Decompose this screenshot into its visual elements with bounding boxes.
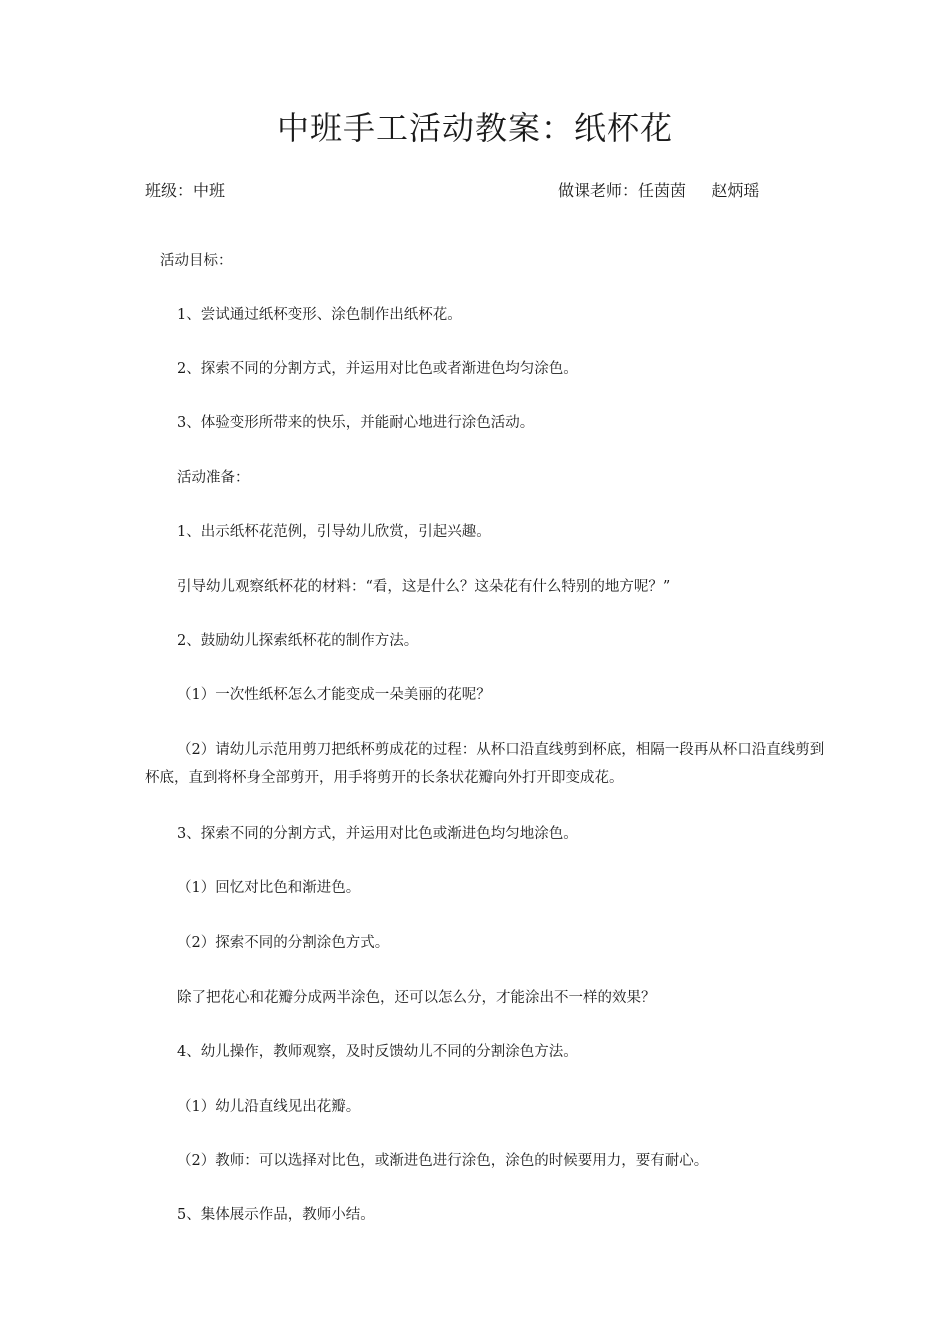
paragraph: 1、尝试通过纸杯变形、涂色制作出纸杯花。 (177, 307, 462, 323)
section-heading-goals: 活动目标： (160, 253, 233, 269)
paragraph: （2）请幼儿示范用剪刀把纸杯剪成花的过程：从杯口沿直线剪到杯底，相隔一段再从杯口沿直线剪到杯底，直到将杯身全部剪开，用手将剪开的长条状花瓣向外打开即变成花。 (145, 742, 825, 786)
paragraph: 1、出示纸杯花范例，引导幼儿欣赏，引起兴趣。 (177, 524, 491, 540)
paragraph: 2、鼓励幼儿探索纸杯花的制作方法。 (177, 633, 419, 649)
paragraph: 2、探索不同的分割方式，并运用对比色或者渐进色均匀涂色。 (177, 361, 578, 377)
paragraph: （2）教师：可以选择对比色，或渐进色进行涂色，涂色的时候要用力，要有耐心。 (177, 1153, 709, 1169)
section-heading-preparation: 活动准备： (177, 470, 250, 486)
paragraph: （2）探索不同的分割涂色方式。 (177, 935, 390, 951)
paragraph: 引导幼儿观察纸杯花的材料：“看，这是什么？这朵花有什么特别的地方呢？” (177, 579, 671, 595)
paragraph: 3、探索不同的分割方式，并运用对比色或渐进色均匀地涂色。 (177, 826, 578, 842)
teachers-label: 做课老师：任茵茵 赵炳瑶 (558, 181, 760, 200)
paragraph: （1）回忆对比色和渐进色。 (177, 880, 361, 896)
paragraph: 除了把花心和花瓣分成两半涂色，还可以怎么分，才能涂出不一样的效果？ (177, 990, 656, 1006)
paragraph: （1）一次性纸杯怎么才能变成一朵美丽的花呢？ (177, 687, 491, 703)
class-label: 班级：中班 (145, 181, 226, 200)
paragraph: 4、幼儿操作，教师观察，及时反馈幼儿不同的分割涂色方法。 (177, 1044, 578, 1060)
document-title: 中班手工活动教案：纸杯花 (276, 109, 673, 147)
paragraph: 3、体验变形所带来的快乐，并能耐心地进行涂色活动。 (177, 415, 535, 431)
paragraph: （1）幼儿沿直线见出花瓣。 (177, 1099, 361, 1115)
paragraph: 5、集体展示作品，教师小结。 (177, 1207, 375, 1223)
